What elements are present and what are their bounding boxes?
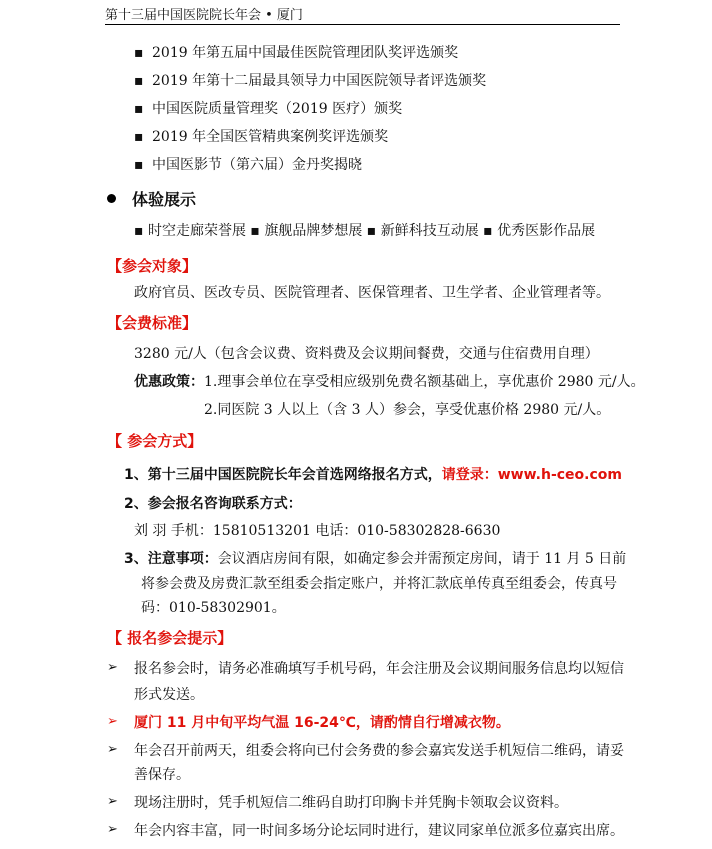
arrow-icon: ➢ (107, 714, 118, 729)
award-item: ▪ 中国医影节（第六届）金丹奖揭晓 (134, 154, 362, 176)
tip-item: 年会召开前两天，组委会将向已付会务费的参会嘉宾发送手机短信二维码，请妥 (134, 743, 624, 759)
tip-item-weather: 厦门 11 月中旬平均气温 16-24℃，请酌情自行增减衣物。 (134, 715, 510, 731)
method-heading: 【 参会方式】 (107, 432, 203, 450)
arrow-icon: ➢ (107, 742, 118, 757)
tip-item: 年会内容丰富，同一时间多场分论坛同时进行，建议同家单位派多位嘉宾出席。 (134, 823, 624, 839)
award-item: ▪ 2019 年第十二届最具领导力中国医院领导者评选颁奖 (134, 70, 486, 92)
fee-price: 3280 元/人（包含会议费、资料费及会议期间餐费，交通与住宿费用自理） (134, 346, 599, 362)
fee-policy-1: 优惠政策：1.理事会单位在享受相应级别免费名额基础上，享优惠价 2980 元/人。 (134, 374, 645, 390)
experience-heading: 体验展示 (107, 189, 196, 211)
arrow-icon: ➢ (107, 794, 118, 809)
method-item-3: 3、注意事项：会议酒店房间有限，如确定参会并需预定房间，请于 11 月 5 日前 (124, 551, 627, 567)
attendees-text: 政府官员、医改专员、医院管理者、医保管理者、卫生学者、企业管理者等。 (134, 285, 610, 301)
tip-item: 报名参会时，请务必准确填写手机号码，年会注册及会议期间服务信息均以短信 (134, 661, 624, 677)
method-item-3-cont: 码：010-58302901。 (141, 600, 286, 616)
arrow-icon: ➢ (107, 660, 118, 675)
round-bullet-icon (107, 194, 116, 203)
award-item: ▪ 2019 年全国医管精典案例奖评选颁奖 (134, 126, 388, 148)
policy-label: 优惠政策： (134, 374, 204, 390)
tip-item-cont: 形式发送。 (134, 687, 204, 703)
square-bullet-icon: ▪ (134, 73, 144, 89)
register-link[interactable]: 请登录：www.h-ceo.com (441, 467, 622, 483)
method-item-1: 1、第十三届中国医院院长年会首选网络报名方式，请登录：www.h-ceo.com (124, 467, 622, 483)
attendees-heading: 【参会对象】 (107, 257, 198, 275)
contact-info: 刘 羽 手机：15810513201 电话：010-58302828-6630 (134, 523, 501, 539)
method-item-3-cont: 将参会费及房费汇款至组委会指定账户，并将汇款底单传真至组委会，传真号 (141, 576, 617, 592)
tip-item-cont: 善保存。 (134, 767, 190, 783)
award-item: ▪ 2019 年第五届中国最佳医院管理团队奖评选颁奖 (134, 42, 458, 64)
square-bullet-icon: ▪ (134, 157, 144, 173)
tips-heading: 【 报名参会提示】 (107, 629, 233, 647)
header-divider (105, 24, 620, 25)
tip-item: 现场注册时，凭手机短信二维码自助打印胸卡并凭胸卡领取会议资料。 (134, 795, 568, 811)
award-item: ▪ 中国医院质量管理奖（2019 医疗）颁奖 (134, 98, 402, 120)
arrow-icon: ➢ (107, 822, 118, 837)
fees-heading: 【会费标准】 (107, 314, 198, 332)
square-bullet-icon: ▪ (134, 45, 144, 61)
experience-line: ▪ 时空走廊荣誉展 ▪ 旗舰品牌梦想展 ▪ 新鲜科技互动展 ▪ 优秀医影作品展 (134, 223, 596, 239)
method-item-2: 2、参会报名咨询联系方式： (124, 496, 302, 512)
page-header: 第十三届中国医院院长年会 • 厦门 (105, 8, 303, 23)
square-bullet-icon: ▪ (134, 129, 144, 145)
square-bullet-icon: ▪ (134, 101, 144, 117)
fee-policy-2: 2.同医院 3 人以上（含 3 人）参会，享受优惠价格 2980 元/人。 (204, 402, 611, 418)
